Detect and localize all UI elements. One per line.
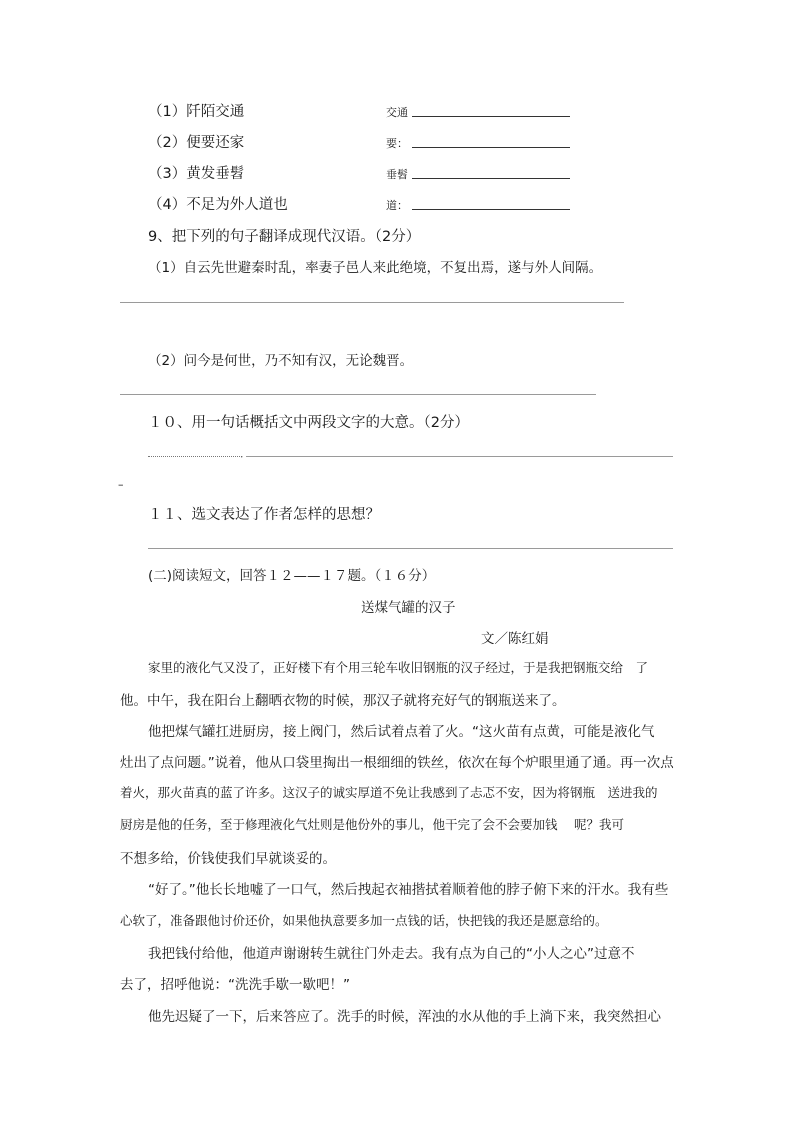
answer-line-1 xyxy=(412,116,570,117)
question-11-title: １１、选文表达了作者怎样的思想？ xyxy=(148,507,380,523)
vocab-item-1: （1）阡陌交通 xyxy=(148,104,245,120)
question-9-sentence-2: （2）问今是何世，乃不知有汉，无论魏晋。 xyxy=(148,353,414,369)
article-para-4-line-1: 我把钱付给他，他道声谢谢转生就往门外走去。我有点为自己的“小人之心”过意不 xyxy=(148,946,635,962)
stray-mark: – xyxy=(118,478,124,491)
article-title: 送煤气罐的汉子 xyxy=(361,600,456,616)
answer-rule-11 xyxy=(148,548,673,549)
answer-dotted-10 xyxy=(148,456,240,457)
article-para-2-line-3: 着火，那火苗真的蓝了许多。这汉子的诚实厚道不免让我感到了忐忑不安，因为将钢瓶 送进我的 xyxy=(120,785,658,800)
article-para-2-line-4: 厨房是他的任务，至于修理液化气灶则是他份外的事儿，他干完了会不会要加钱 呢？我可 xyxy=(120,817,624,832)
answer-dot-10: ． xyxy=(240,447,251,460)
answer-rule-9-1 xyxy=(120,302,624,303)
vocab-answer-label-1: 交通 xyxy=(386,106,408,119)
article-para-3-line-2: 心软了，准备跟他讨价还价，如果他执意要多加一点钱的话，快把钱的我还是愿意给的。 xyxy=(120,913,608,928)
vocab-item-3: （3）黄发垂髫 xyxy=(148,166,245,182)
article-para-3-line-1: “好了。”他长长地嘘了一口气，然后拽起衣袖揩拭着顺着他的脖子俯下来的汗水。我有些 xyxy=(148,882,669,898)
vocab-answer-label-3: 垂髫 xyxy=(386,168,408,181)
article-para-4-line-2: 去了，招呼他说：“洗洗手歇一歇吧！” xyxy=(120,977,350,993)
question-9-sentence-1: （1）自云先世避秦时乱，率妻子邑人来此绝境，不复出焉，遂与外人间隔。 xyxy=(148,260,603,276)
question-9-title: 9、把下列的句子翻译成现代汉语。（2分） xyxy=(148,229,421,245)
answer-rule-9-2 xyxy=(120,394,596,395)
article-para-2-line-5: 不想多给，价钱使我们早就谈妥的。 xyxy=(120,851,336,867)
article-author: 文／陈红娟 xyxy=(481,631,549,647)
answer-line-4 xyxy=(412,209,570,210)
article-para-2-line-2: 灶出了点问题。”说着，他从口袋里掏出一根细细的铁丝，依次在每个炉眼里通了通。再一次点 xyxy=(120,755,674,771)
answer-line-2 xyxy=(412,147,570,148)
article-para-2-line-1: 他把煤气罐扛进厨房，接上阀门，然后试着点着了火。“这火苗有点黄，可能是液化气 xyxy=(148,724,655,740)
vocab-answer-label-4: 道： xyxy=(386,199,408,212)
vocab-item-4: （4）不足为外人道也 xyxy=(148,197,288,213)
article-para-1-line-1: 家里的液化气又没了，正好楼下有个用三轮车收旧钢瓶的汉子经过，于是我把钢瓶交给 了 xyxy=(148,660,649,675)
article-para-5-line-1: 他先迟疑了一下，后来答应了。洗手的时候，浑浊的水从他的手上淌下来，我突然担心 xyxy=(148,1009,661,1025)
answer-rule-10 xyxy=(246,456,673,457)
section-2-title: (二)阅读短文，回答１２——１７题。（１６分） xyxy=(148,568,436,584)
article-para-1-line-2: 他。中午，我在阳台上翻晒衣物的时候，那汉子就将充好气的钢瓶送来了。 xyxy=(120,693,566,709)
vocab-item-2: （2）便要还家 xyxy=(148,135,245,151)
vocab-answer-label-2: 要： xyxy=(386,137,408,150)
question-10-title: １０、用一句话概括文中两段文字的大意。（2分） xyxy=(148,415,469,431)
answer-line-3 xyxy=(412,178,570,179)
